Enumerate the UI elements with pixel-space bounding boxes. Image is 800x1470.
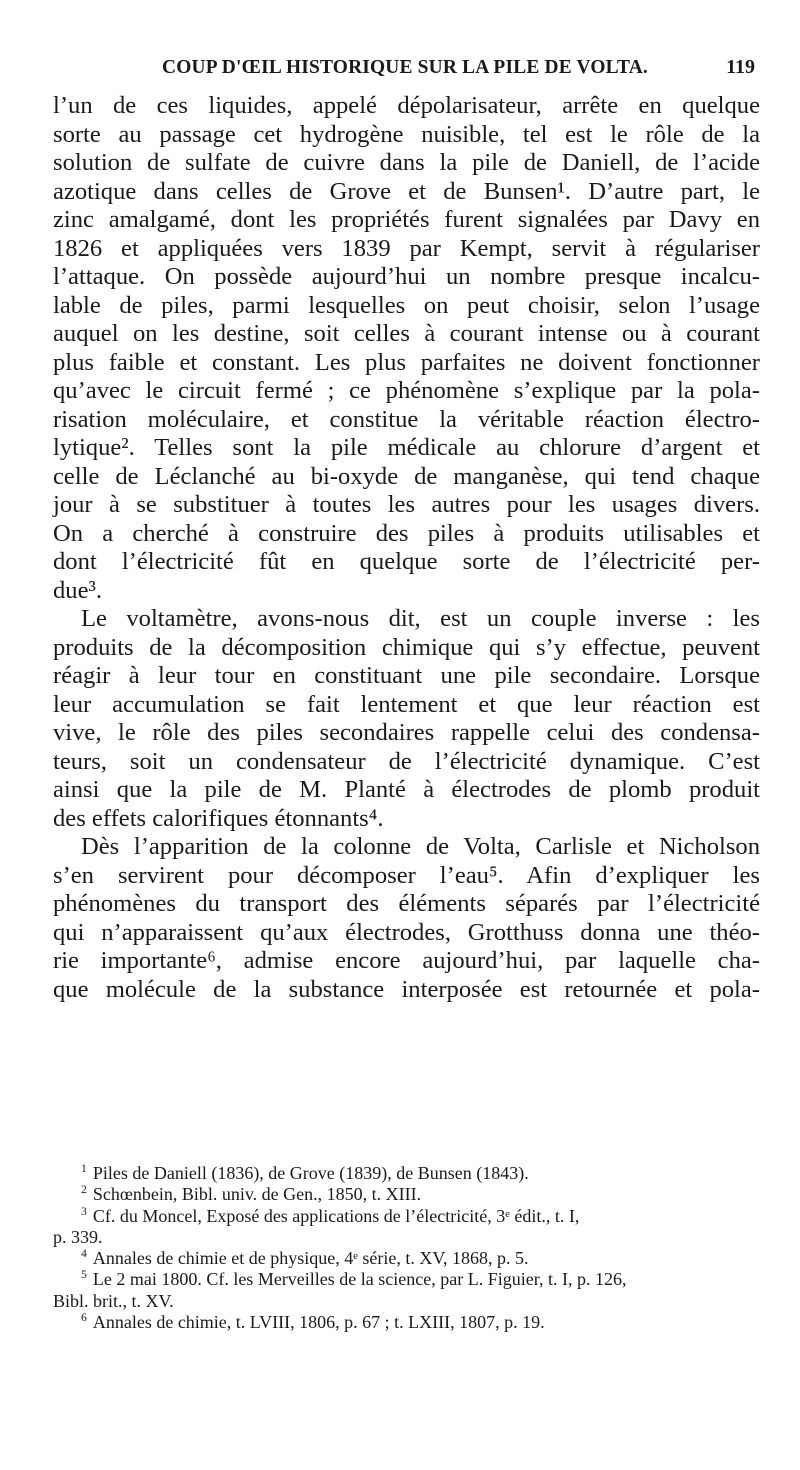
- text-line: teurs, soit un condensateur de l’électricité dynamique. C’est: [53, 747, 760, 775]
- footnote-mark: 6: [81, 1311, 87, 1325]
- footnote-line: Bibl. brit., t. XV.: [53, 1290, 174, 1311]
- text-line: zinc amalgamé, dont les propriétés furent signalées par Davy en: [53, 206, 760, 233]
- text-line: solution de sulfate de cuivre dans la pile de Daniell, de l’acide: [53, 149, 760, 176]
- footnote-line: p. 339.: [53, 1226, 103, 1247]
- paragraph: [53, 605, 760, 833]
- text-line: Le voltamètre, avons-nous dit, est un couple inverse : les: [81, 605, 760, 632]
- text-line: l’un de ces liquides, appelé dépolarisateur, arrête en quelque: [53, 92, 760, 119]
- text-line: que molécule de la substance interposée est retournée et pola-: [53, 975, 760, 1003]
- footnote-text: Annales de chimie et de physique, 4ᵉ série, t. XV, 1868, p. 5.: [92, 1248, 529, 1269]
- footnote-mark: 1: [81, 1161, 87, 1175]
- footnote-line: [53, 1184, 760, 1205]
- footnote-line: [53, 1206, 760, 1227]
- footnote-mark: 4: [81, 1247, 87, 1261]
- text-line: celle de Léclanché au bi-oxyde de manganèse, qui tend chaque: [53, 462, 760, 490]
- text-line: lable de piles, parmi lesquelles on peut choisir, selon l’usage: [53, 291, 760, 319]
- text-line: dont l’électricité fût en quelque sorte de l’électricité per-: [53, 548, 760, 575]
- text-line: l’attaque. On possède aujourd’hui un nombre presque incalcu-: [53, 263, 760, 290]
- text-line: qui n’apparaissent qu’aux électrodes, Grotthuss donna une théo-: [53, 918, 760, 946]
- text-line: s’en servirent pour décomposer l’eau⁵. Afin d’expliquer les: [53, 861, 760, 889]
- footnote-mark: 2: [81, 1183, 87, 1197]
- text-line: ainsi que la pile de M. Planté à électrodes de plomb produit: [53, 776, 760, 803]
- footnote-text: Le 2 mai 1800. Cf. les Merveilles de la science, par L. Figuier, t. I, p. 126,: [92, 1269, 627, 1290]
- text-line: due³.: [53, 576, 103, 604]
- footnote-text: Cf. du Moncel, Exposé des applications de l’électricité, 3ᵉ édit., t. I,: [92, 1205, 580, 1226]
- footnote-line: [53, 1312, 760, 1333]
- text-line: vive, le rôle des piles secondaires rappelle celui des condensa-: [53, 719, 760, 746]
- footnotes: [53, 1163, 760, 1333]
- text-line: réagir à leur tour en constituant une pile secondaire. Lorsque: [53, 662, 760, 689]
- text-line: produits de la décomposition chimique qui s’y effectue, peuvent: [53, 633, 760, 661]
- body-text: [53, 92, 760, 1004]
- text-line: des effets calorifiques étonnants⁴.: [53, 804, 384, 832]
- footnote: [53, 1312, 760, 1333]
- footnote-text: Piles de Daniell (1836), de Grove (1839), de Bunsen (1843).: [92, 1163, 529, 1183]
- text-line: leur accumulation se fait lentement et que leur réaction est: [53, 690, 760, 718]
- footnote-text: Annales de chimie, t. LVIII, 1806, p. 67 ; t. LXIII, 1807, p. 19.: [92, 1312, 545, 1333]
- text-line: 1826 et appliquées vers 1839 par Kempt, servit à régulariser: [53, 234, 760, 262]
- footnote-mark: 3: [81, 1204, 87, 1218]
- footnote-line: [53, 1163, 760, 1184]
- running-title: COUP D'ŒIL HISTORIQUE SUR LA PILE DE VOLTA.: [162, 56, 648, 78]
- page-number: 119: [726, 56, 755, 78]
- footnote: [53, 1248, 760, 1269]
- text-line: risation moléculaire, et constitue la véritable réaction électro-: [53, 405, 760, 433]
- footnote-mark: 5: [81, 1268, 87, 1282]
- paragraph: [53, 833, 760, 1004]
- text-line: jour à se substituer à toutes les autres pour les usages divers.: [53, 491, 760, 518]
- footnote: [53, 1269, 760, 1312]
- footnote: [53, 1206, 760, 1249]
- text-line: rie importante⁶, admise encore aujourd’hui, par laquelle cha-: [53, 947, 760, 974]
- running-head: [55, 56, 755, 90]
- text-line: phénomènes du transport des éléments séparés par l’électricité: [53, 890, 760, 917]
- text-line: azotique dans celles de Grove et de Bunsen¹. D’autre part, le: [53, 177, 760, 205]
- text-line: lytique². Telles sont la pile médicale au chlorure d’argent et: [53, 434, 760, 461]
- text-line: On a cherché à construire des piles à produits utilisables et: [53, 519, 760, 547]
- text-line: Dès l’apparition de la colonne de Volta, Carlisle et Nicholson: [81, 833, 760, 860]
- paragraph: [53, 92, 760, 605]
- text-line: sorte au passage cet hydrogène nuisible, tel est le rôle de la: [53, 120, 760, 148]
- text-line: qu’avec le circuit fermé ; ce phénomène s’explique par la pola-: [53, 377, 760, 404]
- footnote-text: Schœnbein, Bibl. univ. de Gen., 1850, t. XIII.: [92, 1184, 422, 1205]
- text-line: plus faible et constant. Les plus parfaites ne doivent fonctionner: [53, 348, 760, 376]
- footnote: [53, 1163, 760, 1184]
- footnote-line: [53, 1248, 760, 1269]
- text-line: auquel on les destine, soit celles à courant intense ou à courant: [53, 320, 760, 347]
- footnote: [53, 1184, 760, 1205]
- footnote-line: [53, 1269, 760, 1290]
